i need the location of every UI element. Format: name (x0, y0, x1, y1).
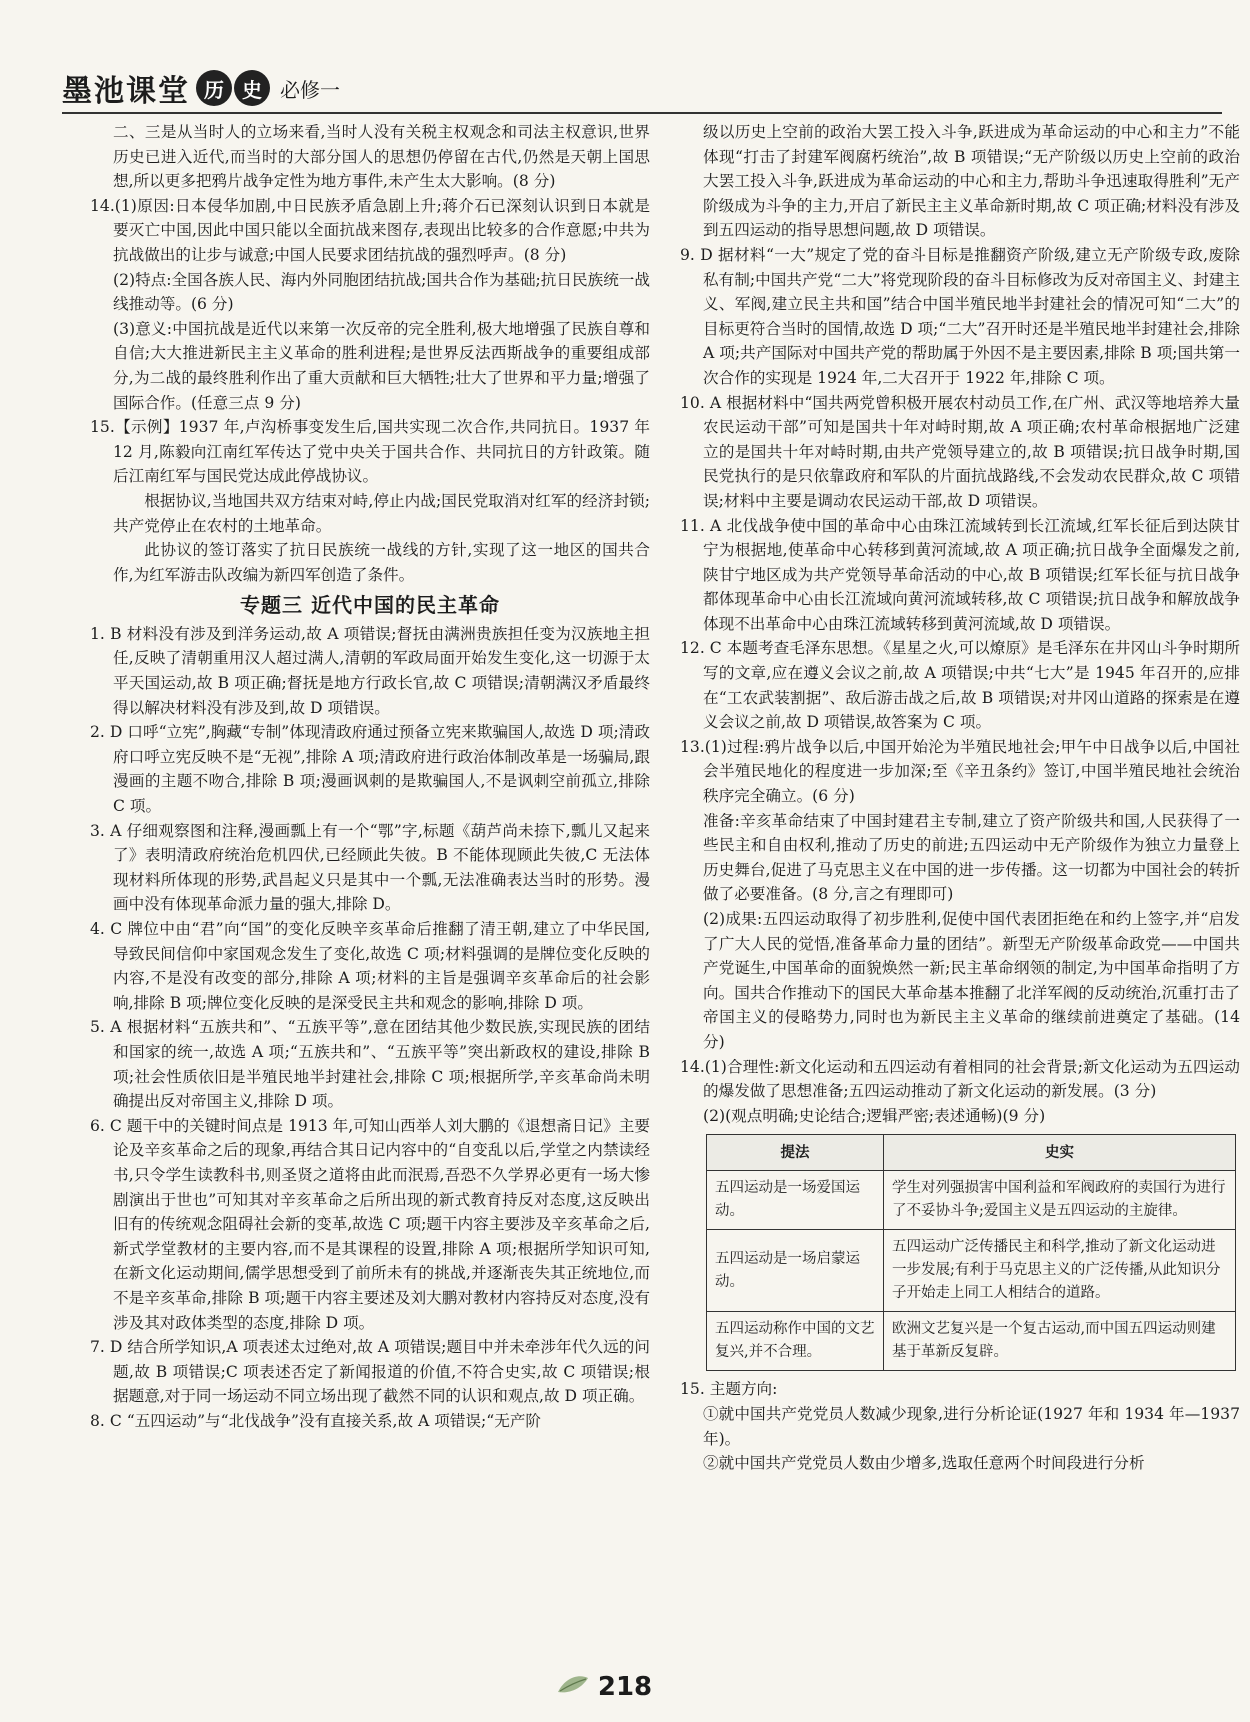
answer-2: 2. D 口呼“立宪”,胸藏“专制”体现清政府通过预备立宪来欺骗国人,故选 D 项;清政府口呼立宪反映不是“无视”,排除 A 项;清政府进行政治体制改革是一场骗局,跟漫画的主题不吻合,排除 B 项;漫画讽刺的是欺骗国人,不是讽刺空前孤立,排除 C 项。 (90, 723, 650, 816)
table-row (707, 1171, 1236, 1230)
answer-14-2-right: (2)(观点明确;史论结合;逻辑严密;表述通畅)(9 分) (703, 1106, 1046, 1125)
answer-15-a: 15.【示例】1937 年,卢沟桥事变发生后,国共实现二次合作,共同抗日。1937 年 12 月,陈毅向江南红军传达了党中央关于国共合作、共同抗日的方针政策。随后江南红军与国民党达成此停战协议。 (90, 418, 650, 486)
subject-badge-2: 史 (234, 70, 270, 106)
table-row (707, 1312, 1236, 1371)
table-header-cell: 提法 (707, 1135, 884, 1171)
table-cell: 五四运动是一场启蒙运动。 (707, 1230, 884, 1312)
page-number: 218 (597, 1672, 653, 1702)
volume-label: 必修一 (280, 77, 340, 102)
page-header (62, 68, 1222, 108)
brand-title: 墨池课堂 (62, 74, 190, 109)
answer-8-cont: 级以历史上空前的政治大罢工投入斗争,跃进成为革命运动的中心和主力”不能体现“打击了封建军阀腐朽统治”,故 B 项错误;“无产阶级以历史上空前的政治大罢工投入斗争,跃进成为革命运动的中心和主力,帮助斗争迅速取得胜利”无产阶级成为斗争的主力,开启了新民主主义革命新时期,故 C 项正确;材料没有涉及到五四运动的指导思想问题,故 D 项错误。 (703, 123, 1240, 240)
answer-15-2: ②就中国共产党党员人数由少增多,选取任意两个时间段进行分析 (703, 1454, 1145, 1473)
table-cell: 五四运动称作中国的文艺复兴,并不合理。 (707, 1312, 884, 1371)
table-cell: 学生对列强损害中国利益和军阀政府的卖国行为进行了不妥协斗争;爱国主义是五四运动的主旋律。 (884, 1171, 1236, 1230)
section-title: 专题三 近代中国的民主革命 (240, 593, 500, 618)
answer-13-2: (2)成果:五四运动取得了初步胜利,促使中国代表团拒绝在和约上签字,并“启发了广大人民的觉悟,准备革命力量的团结”。新型无产阶级革命政党——中国共产党诞生,中国革命的面貌焕然一新;民主革命纲领的制定,为中国革命指明了方向。国共合作推动下的国民大革命基本推翻了北洋军阀的反动统治,沉重打击了帝国主义的侵略势力,同时也为新民主主义革命的继续前进奠定了基础。(14 分) (703, 910, 1240, 1051)
answer-15-title: 15. 主题方向: (680, 1380, 778, 1399)
answer-13-1: 13.(1)过程:鸦片战争以后,中国开始沦为半殖民地社会;甲午中日战争以后,中国社会半殖民地化的程度进一步加深;至《辛丑条约》签订,中国半殖民地社会统治秩序完全确立。(6 分) (680, 737, 1240, 806)
header-divider (62, 112, 1222, 114)
answer-14-2: (2)特点:全国各族人民、海内外同胞团结抗战;国共合作为基础;抗日民族统一战线推动等。(6 分) (113, 270, 650, 314)
answer-12: 12. C 本题考查毛泽东思想。《星星之火,可以燎原》是毛泽东在井冈山斗争时期所写的文章,应在遵义会议之前,故 A 项错误;中共“七大”是 1945 年召开的,应排在“工农武装割据”、敌后游击战之后,故 B 项错误;对井冈山道路的探索是在遵义会议之前,故 D 项错误,故答案为 C 项。 (680, 639, 1240, 732)
answer-8-start: 8. C “五四运动”与“北伐战争”没有直接关系,故 A 项错误;“无产阶 (90, 1411, 542, 1430)
answer-text: 二、三是从当时人的立场来看,当时人没有关税主权观念和司法主权意识,世界历史已进入近代,而当时的大部分国人的思想仍停留在古代,仍然是天朝上国思想,所以更多把鸦片战争定性为地方事件,未产生太大影响。(8 分) (113, 123, 650, 191)
answer-15-1: ①就中国共产党党员人数减少现象,进行分析论证(1927 年和 1934 年—1937 年)。 (703, 1404, 1240, 1448)
answer-9: 9. D 据材料“一大”规定了党的奋斗目标是推翻资产阶级,建立无产阶级专政,废除私有制;中国共产党“二大”将党现阶段的奋斗目标修改为反对帝国主义、封建主义、军阀,建立民主共和国”结合中国半殖民地半封建社会的情况可知“二大”的目标更符合当时的国情,故选 D 项;“二大”召开时还是半殖民地半封建社会,排除 A 项;共产国际对中国共产党的帮助属于外因不是主要因素,排除 B 项;国共第一次合作的实现是 1924 年,二大召开于 1922 年,排除 C 项。 (680, 245, 1240, 387)
facts-table (706, 1134, 1236, 1371)
table-header-row (707, 1135, 1236, 1171)
table-cell: 欧洲文艺复兴是一个复古运动,而中国五四运动则建基于革新反复辟。 (884, 1312, 1236, 1371)
answer-13-prep: 准备:辛亥革命结束了中国封建君主专制,建立了资产阶级共和国,人民获得了一些民主和自由权利,推动了历史的前进;五四运动中无产阶级作为独立力量登上历史舞台,促进了马克思主义在中国的进一步传播。这一切都为中国社会的转折做了必要准备。(8 分,言之有理即可) (703, 811, 1240, 904)
table-cell: 五四运动广泛传播民主和科学,推动了新文化运动进一步发展;有利于马克思主义的广泛传播,从此知识分子开始走上同工人相结合的道路。 (884, 1230, 1236, 1312)
answer-4: 4. C 牌位中由“君”向“国”的变化反映辛亥革命后推翻了清王朝,建立了中华民国,导致民间信仰中家国观念发生了变化,故选 C 项;材料强调的是牌位变化反映的内容,不是没有改变的部分,排除 A 项;材料的主旨是强调辛亥革命后的社会影响,排除 B 项;牌位变化反映的是深受民主共和观念的影响,排除 D 项。 (90, 920, 650, 1012)
answer-11: 11. A 北伐战争使中国的革命中心由珠江流域转到长江流域,红军长征后到达陕甘宁为根据地,使革命中心转移到黄河流域,故 A 项正确;抗日战争全面爆发之前,陕甘宁地区成为共产党领导革命活动的中心,故 B 项错误;红军长征与抗日战争都体现革命中心由长江流域向黄河流域转移,故 C 项错误;抗日战争和解放战争体现不出革命中心由珠江流域转移到黄河流域,故 D 项错误。 (680, 516, 1240, 633)
answer-7: 7. D 结合所学知识,A 项表述太过绝对,故 A 项错误;题目中并未牵涉年代久远的问题,故 B 项错误;C 项表述否定了新闻报道的价值,不符合史实,故 C 项错误;根据题意,对于同一场运动不同立场出现了截然不同的认识和观点,故 D 项正确。 (90, 1338, 650, 1406)
answer-3: 3. A 仔细观察图和注释,漫画瓢上有一个“鄂”字,标题《葫芦尚未捺下,瓢儿又起来了》表明清政府统治危机四伏,已经顾此失彼。B 不能体现顾此失彼,C 无法体现材料所体现的形势,武昌起义只是其中一个瓢,无法准确表达当时的形势。漫画中没有体现革命派力量的强大,排除 D。 (90, 821, 650, 914)
table-row (707, 1230, 1236, 1312)
answer-14-1-right: 14.(1)合理性:新文化运动和五四运动有着相同的社会背景;新文化运动为五四运动的爆发做了思想准备;五四运动推动了新文化运动的新发展。(3 分) (680, 1057, 1240, 1101)
right-column (680, 120, 1240, 1476)
answer-15-c: 此协议的签订落实了抗日民族统一战线的方针,实现了这一地区的国共合作,为红军游击队改编为新四军创造了条件。 (113, 541, 650, 584)
left-column (90, 120, 650, 1433)
subject-badge-1: 历 (196, 70, 232, 106)
answer-10: 10. A 根据材料中“国共两党曾积极开展农村动员工作,在广州、武汉等地培养大量农民运动干部”可知是国共十年对峙时期,故 A 项正确;农村革命根据地广泛建立的是国共十年对峙时期,由共产党领导建立的,故 B 项错误;抗日战争时期,国民党执行的是只依靠政府和军队的片面抗战路线,不会发动农民群众,故 C 项错误;材料中主要是调动农民运动干部,故 D 项错误。 (680, 393, 1240, 510)
answer-14-1: 14.(1)原因:日本侵华加剧,中日民族矛盾急剧上升;蒋介石已深刻认识到日本就是要灭亡中国,因此中国只能以全面抗战来图存,表现出比较多的合作意愿;中共为抗战做出的让步与诚意;中国人民要求团结抗战的强烈呼声。(8 分) (90, 196, 650, 264)
answer-14-3: (3)意义:中国抗战是近代以来第一次反帝的完全胜利,极大地增强了民族自尊和自信;大大推进新民主主义革命的胜利进程;是世界反法西斯战争的重要组成部分,为二战的最终胜利作出了重大贡献和巨大牺牲;壮大了世界和平力量;增强了国际合作。(任意三点 9 分) (113, 319, 650, 412)
answer-15-b: 根据协议,当地国共双方结束对峙,停止内战;国民党取消对红军的经济封锁;共产党停止在农村的土地革命。 (113, 491, 650, 535)
table-header-cell: 史实 (884, 1135, 1236, 1171)
table-cell: 五四运动是一场爱国运动。 (707, 1171, 884, 1230)
answer-5: 5. A 根据材料“五族共和”、“五族平等”,意在团结其他少数民族,实现民族的团结和国家的统一,故选 A 项;“五族共和”、“五族平等”突出新政权的建设,排除 B 项;社会性质依旧是半殖民地半封建社会,排除 C 项;根据所学,辛亥革命尚未明确提出反对帝国主义,排除 D 项。 (90, 1018, 650, 1111)
answer-6: 6. C 题干中的关键时间点是 1913 年,可知山西举人刘大鹏的《退想斋日记》主要论及辛亥革命之后的现象,再结合其日记内容中的“自变乱以后,学堂之内禁读经书,只令学生读教科书,则圣贤之道将由此而泯焉,吾恐不久学界必更有一场大惨剧演出于世也”可知其对辛亥革命之后所出现的新式教育持反对态度,这反映出旧有的传统观念阻碍社会新的变革,故选 C 项;题干内容主要涉及辛亥革命之后,新式学堂教材的主要内容,而不是其课程的设置,排除 A 项;根据所学知识可知,在新文化运动期间,儒学思想受到了前所未有的挑战,并逐渐丧失其正统地位,而不是辛亥革命,排除 B 项;题干内容主要述及刘大鹏对教材内容持反对态度,没有涉及其对政体类型的态度,排除 D 项。 (90, 1116, 650, 1332)
answer-1: 1. B 材料没有涉及到洋务运动,故 A 项错误;督抚由满洲贵族担任变为汉族地主担任,反映了清朝重用汉人超过满人,清朝的军政局面开始发生变化,这一切源于太平天国运动,故 B 项正确;督抚是地方行政长官,故 C 项错误;清朝满汉矛盾最终得以解决材料没有涉及到,故 D 项错误。 (90, 624, 650, 717)
